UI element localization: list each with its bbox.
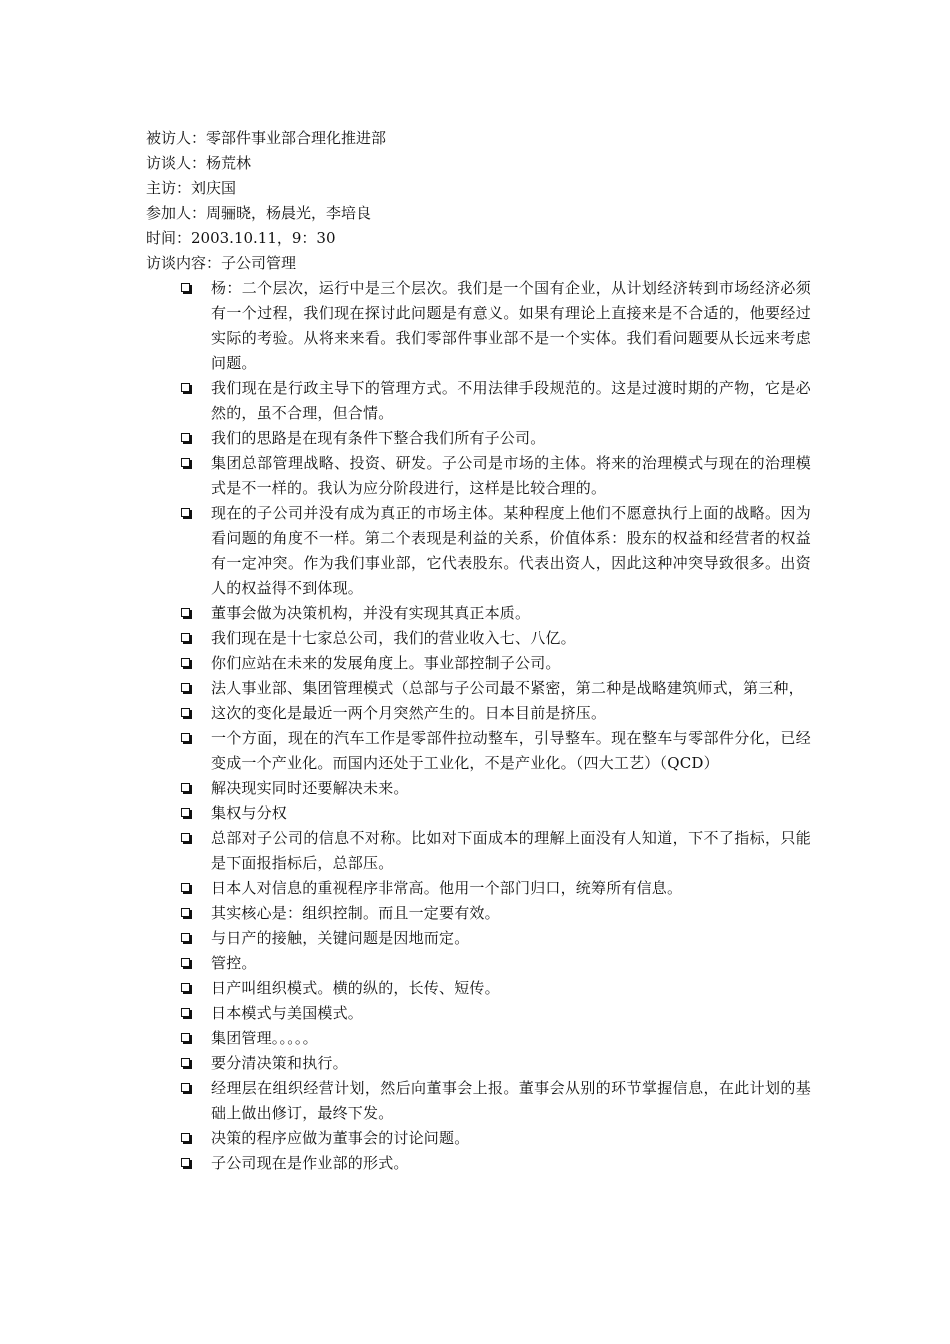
list-item: [146, 651, 811, 676]
square-bullet-icon: [181, 658, 190, 667]
list-item-text: 日本模式与美国模式。: [211, 1004, 364, 1022]
list-item-text: 杨：二个层次，运行中是三个层次。我们是一个国有企业，从计划经济转到市场经济必须有一个过程，我们现在探讨此问题是有意义。如果有理论上直接来是不合适的，他要经过实际的考验。从将来来看。我们零部件事业部不是一个实体。我们看问题要从长远来考虑问题。: [211, 279, 811, 372]
square-bullet-icon: [181, 933, 190, 942]
participants-line: 参加人：周骊晓，杨晨光，李培良: [146, 204, 372, 222]
square-bullet-icon: [181, 1158, 190, 1167]
square-bullet-icon: [181, 783, 190, 792]
list-item: [146, 976, 811, 1001]
list-item: [146, 1026, 811, 1051]
square-bullet-icon: [181, 608, 190, 617]
time-line: 时间：2003.10.11，9：30: [146, 229, 336, 247]
list-item-text: 我们现在是行政主导下的管理方式。不用法律手段规范的。这是过渡时期的产物，它是必然的，虽不合理，但合情。: [211, 379, 811, 422]
list-item-text: 这次的变化是最近一两个月突然产生的。日本目前是挤压。: [211, 704, 607, 722]
list-item: [146, 1151, 811, 1176]
list-item-text: 解决现实同时还要解决未来。: [211, 779, 409, 797]
list-item: [146, 876, 811, 901]
list-item: [146, 701, 811, 726]
square-bullet-icon: [181, 1033, 190, 1042]
square-bullet-icon: [181, 508, 190, 517]
list-item-text: 集团总部管理战略、投资、研发。子公司是市场的主体。将来的治理模式与现在的治理模式是不一样的。我认为应分阶段进行，这样是比较合理的。: [211, 454, 811, 497]
list-item-text: 我们的思路是在现有条件下整合我们所有子公司。: [211, 429, 546, 447]
list-item-text: 经理层在组织经营计划，然后向董事会上报。董事会从别的环节掌握信息，在此计划的基础上做出修订，最终下发。: [211, 1079, 811, 1122]
square-bullet-icon: [181, 683, 190, 692]
list-item-text: 集权与分权: [211, 804, 288, 822]
list-item-text: 现在的子公司并没有成为真正的市场主体。某种程度上他们不愿意执行上面的战略。因为看问题的角度不一样。第二个表现是利益的关系，价值体系：股东的权益和经营者的权益有一定冲突。作为我们事业部，它代表股东。代表出资人，因此这种冲突导致很多。出资人的权益得不到体现。: [211, 504, 811, 597]
square-bullet-icon: [181, 433, 190, 442]
square-bullet-icon: [181, 958, 190, 967]
list-item-text: 一个方面，现在的汽车工作是零部件拉动整车，引导整车。现在整车与零部件分化，已经变成一个产业化。而国内还处于工业化，不是产业化。（四大工艺）（QCD）: [211, 729, 811, 772]
list-item: [146, 726, 811, 776]
list-item: [146, 901, 811, 926]
list-item: [146, 376, 811, 426]
square-bullet-icon: [181, 458, 190, 467]
list-item: [146, 826, 811, 876]
host-line: 主访：刘庆国: [146, 179, 237, 197]
document-body: [146, 126, 811, 1176]
list-item-text: 子公司现在是作业部的形式。: [211, 1154, 409, 1172]
square-bullet-icon: [181, 833, 190, 842]
interview-notes-list: [146, 276, 811, 1176]
list-item-text: 管控。: [211, 954, 257, 972]
list-item-text: 日产叫组织模式。横的纵的，长传、短传。: [211, 979, 500, 997]
list-item: [146, 1076, 811, 1126]
square-bullet-icon: [181, 1058, 190, 1067]
interviewee-line: 被访人：零部件事业部合理化推进部: [146, 129, 387, 147]
list-item: [146, 801, 811, 826]
square-bullet-icon: [181, 1133, 190, 1142]
list-item-text: 总部对子公司的信息不对称。比如对下面成本的理解上面没有人知道，下不了指标，只能是下面报指标后，总部压。: [211, 829, 811, 872]
square-bullet-icon: [181, 808, 190, 817]
list-item-text: 法人事业部、集团管理模式（总部与子公司最不紧密，第二种是战略建筑师式，第三种，: [211, 679, 804, 697]
list-item: [146, 501, 811, 601]
list-item: [146, 276, 811, 376]
topic-line: 访谈内容：子公司管理: [146, 254, 297, 272]
list-item: [146, 776, 811, 801]
list-item: [146, 926, 811, 951]
list-item-text: 董事会做为决策机构，并没有实现其真正本质。: [211, 604, 531, 622]
square-bullet-icon: [181, 1083, 190, 1092]
list-item-text: 你们应站在未来的发展角度上。事业部控制子公司。: [211, 654, 561, 672]
list-item: [146, 1051, 811, 1076]
list-item: [146, 626, 811, 651]
interviewer-line: 访谈人：杨荒林: [146, 154, 252, 172]
square-bullet-icon: [181, 908, 190, 917]
list-item-text: 其实核心是：组织控制。而且一定要有效。: [211, 904, 500, 922]
list-item-text: 与日产的接触，关键问题是因地而定。: [211, 929, 470, 947]
list-item-text: 要分清决策和执行。: [211, 1054, 348, 1072]
list-item: [146, 1126, 811, 1151]
list-item: [146, 451, 811, 501]
square-bullet-icon: [181, 633, 190, 642]
list-item: [146, 1001, 811, 1026]
list-item-text: 我们现在是十七家总公司，我们的营业收入七、八亿。: [211, 629, 576, 647]
list-item: [146, 601, 811, 626]
list-item-text: 决策的程序应做为董事会的讨论问题。: [211, 1129, 470, 1147]
list-item: [146, 951, 811, 976]
list-item: [146, 426, 811, 451]
square-bullet-icon: [181, 883, 190, 892]
square-bullet-icon: [181, 733, 190, 742]
square-bullet-icon: [181, 1008, 190, 1017]
square-bullet-icon: [181, 283, 190, 292]
square-bullet-icon: [181, 983, 190, 992]
list-item: [146, 676, 811, 701]
list-item-text: 集团管理。。。。。: [211, 1029, 318, 1047]
list-item-text: 日本人对信息的重视程序非常高。他用一个部门归口，统筹所有信息。: [211, 879, 683, 897]
square-bullet-icon: [181, 383, 190, 392]
square-bullet-icon: [181, 708, 190, 717]
